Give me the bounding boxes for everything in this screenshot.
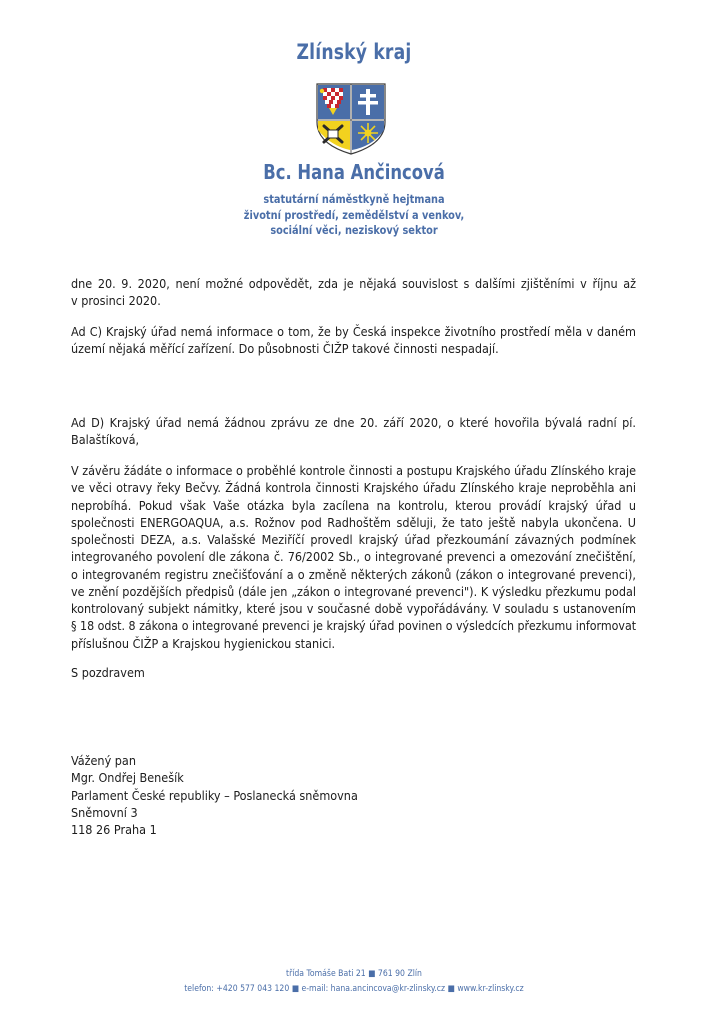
region-title: Zlínský kraj [296,40,412,64]
footer-address: třída Tomáše Bati 21 ■ 761 90 Zlín [286,969,422,979]
paragraph-ad-c [71,323,636,358]
paragraph-ad-d [71,414,636,449]
closing-greeting [71,664,636,681]
role-line: statutární náměstkyně hejtmana [263,192,445,206]
footer-contact [0,967,708,997]
address-line: 118 26 Praha 1 [71,822,157,838]
text-line: neprobíhá. Pokud však Vaše otázka byla zacílena na kontrolu, kterou provádí krajský úřad u [71,497,636,513]
text-line: v prosinci 2020. [71,293,161,309]
text-line: V závěru žádáte o informace o proběhlé kontrole činnosti a postupu Krajského úřadu Zlínského kraje [71,463,636,478]
address-line: Sněmovní 3 [71,804,138,820]
official-role [53,192,655,239]
role-line: životní prostředí, zemědělství a venkov, [243,207,465,222]
text-line: společnosti DEZA, a.s. Valašské Meziříčí provedl krajský úřad přezkoumání závazných podmínek [71,532,636,548]
text-line: ve znění pozdějších předpisů (dále jen „zákon o integrované prevenci"). K výsledku přezkumu podal [71,584,636,600]
official-name: Bc. Hana Ančincová [263,160,445,184]
text-line: o integrovaném registru znečišťování a o změně některých zákonů (zákon o integrované prevenci), [71,566,636,582]
address-line: Vážený pan [71,753,136,768]
text-line: území nějaká měřící zařízení. Do působnosti ČIŽP takové činnosti nespadají. [71,341,499,357]
text-line: Balaštíková, [71,432,140,448]
paragraph-date-reference [71,275,636,310]
text-line: společnosti ENERGOAQUA, a.s. Rožnov pod Radhoštěm sděluji, že tato ještě nabyla ukončena. U [71,514,636,530]
address-line: Parlament České republiky – Poslanecká sněmovna [71,787,358,803]
text-line: § 18 odst. 8 zákona o integrované prevenci je krajský úřad povinen o výsledcích přezkumu informovat [71,618,637,633]
paragraph-inspection [71,462,636,652]
role-line: sociální věci, neziskový sektor [270,223,438,237]
text-line: kontrolovaný subjekt námitky, které jsou v současné době vypořádávány. V souladu s ustanovením [71,601,636,617]
text-line: dne 20. 9. 2020, není možné odpovědět, zda je nějaká souvislost s dalšími zjištěními v říjnu až [71,276,636,291]
text-line: integrovaného povolení dle zákona č. 76/2002 Sb., o integrované prevenci a omezování znečištění, [71,549,636,565]
recipient-address [71,752,636,838]
text-line: S pozdravem [71,665,145,680]
text-line: ve věci otravy řeky Bečvy. Žádná kontrola činnosti Krajského úřadu Zlínského kraje neproběhla ani [71,480,636,496]
text-line: příslušnou ČIŽP a Krajskou hygienickou stanici. [71,635,336,651]
address-line: Mgr. Ondřej Benešík [71,770,184,786]
text-line: Ad C) Krajský úřad nemá informace o tom, že by Česká inspekce životního prostředí měla v daném [71,324,636,339]
text-line: Ad D) Krajský úřad nemá žádnou zprávu ze dne 20. září 2020, o které hovořila bývalá radní pí. [71,415,636,430]
footer-contacts: telefon: +420 577 043 120 ■ e-mail: hana.ancincova@kr-zlinsky.cz ■ www.kr-zlinsky.cz [184,984,524,994]
region-crest-icon [315,82,387,156]
